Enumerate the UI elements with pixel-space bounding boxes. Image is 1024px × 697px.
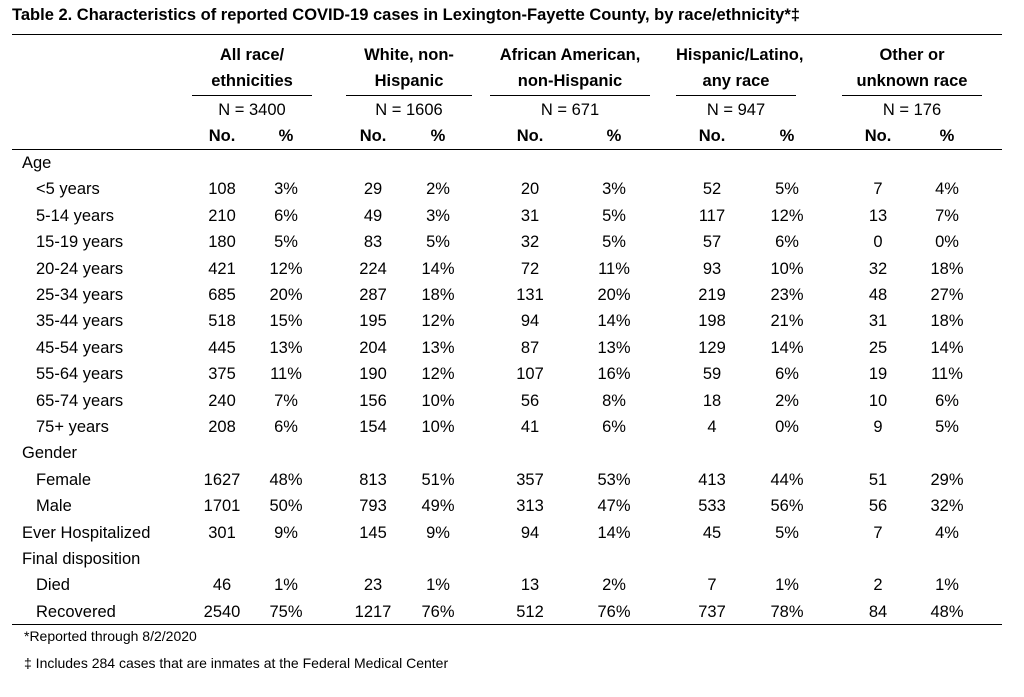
cell-hispanic-no: 93 (702, 259, 722, 278)
cell-other-pct: 48% (930, 602, 964, 621)
cell-hispanic-no: 4 (707, 418, 717, 436)
cell-african-american-no: 56 (520, 391, 540, 410)
cell-other-no: 9 (873, 418, 883, 436)
cell-all-pct: 6% (274, 418, 298, 436)
cell-other-no: 7 (873, 180, 883, 199)
bottom-rule (12, 624, 1002, 625)
cell-all-no: 210 (208, 206, 236, 225)
sub-header-pct-other: % (939, 127, 955, 145)
table-title: Table 2. Characteristics of reported COVID-19 cases in Lexington-Fayette County, by race/ethnicity*‡ (12, 6, 800, 24)
cell-other-pct: 5% (935, 418, 959, 436)
cell-white-pct: 76% (421, 602, 455, 621)
cell-african-american-no: 13 (520, 576, 540, 595)
cell-hispanic-no: 7 (707, 576, 717, 595)
row-label: Died (36, 576, 70, 595)
section-label: Final disposition (22, 550, 141, 568)
cell-african-american-pct: 76% (597, 602, 631, 621)
cell-all-pct: 15% (269, 312, 303, 331)
row-label: Female (36, 470, 92, 489)
group-n-other: N = 176 (882, 101, 942, 119)
cell-african-american-pct: 11% (598, 259, 630, 278)
footnote-inmates: ‡ Includes 284 cases that are inmates at the Federal Medical Center (24, 655, 449, 671)
group-header-line1-hispanic: Hispanic/Latino, (676, 46, 804, 64)
cell-other-no: 10 (868, 391, 888, 410)
cell-all-no: 1627 (203, 470, 241, 489)
cell-all-pct: 20% (269, 286, 303, 304)
cell-african-american-pct: 5% (602, 206, 626, 225)
cell-all-no: 518 (208, 312, 236, 331)
cell-white-no: 224 (359, 259, 387, 278)
cell-white-pct: 49% (421, 497, 455, 516)
cell-white-no: 154 (359, 418, 387, 436)
cell-hispanic-no: 59 (702, 365, 722, 384)
cell-other-pct: 14% (930, 338, 964, 357)
cell-hispanic-pct: 12% (770, 206, 804, 225)
cell-african-american-pct: 3% (602, 180, 626, 199)
cell-african-american-no: 94 (520, 523, 540, 542)
cell-other-pct: 18% (930, 312, 964, 331)
cell-hispanic-no: 533 (698, 497, 726, 516)
cell-hispanic-pct: 21% (770, 312, 804, 331)
cell-hispanic-no: 129 (698, 338, 726, 357)
cell-white-no: 29 (363, 180, 383, 199)
cell-other-no: 51 (868, 470, 888, 489)
sub-header-no-other: No. (864, 127, 892, 145)
cell-african-american-no: 131 (516, 286, 544, 304)
sub-header-no-all: No. (208, 127, 236, 145)
cell-hispanic-pct: 1% (775, 576, 799, 595)
cell-all-no: 1701 (203, 497, 241, 516)
cell-hispanic-pct: 6% (775, 365, 799, 384)
cell-all-no: 375 (208, 365, 236, 384)
section-label: Ever Hospitalized (22, 523, 151, 542)
cell-all-pct: 48% (269, 470, 303, 489)
section-label: Age (22, 154, 52, 172)
cell-hispanic-pct: 14% (770, 338, 804, 357)
cell-hispanic-no: 57 (702, 233, 722, 252)
cell-hispanic-pct: 23% (770, 286, 804, 304)
footnote-reported: *Reported through 8/2/2020 (24, 628, 197, 644)
cell-white-pct: 18% (421, 286, 455, 304)
cell-white-pct: 14% (421, 259, 455, 278)
row-label: 45-54 years (36, 338, 124, 357)
cell-all-no: 240 (208, 391, 236, 410)
row-label: 75+ years (36, 418, 109, 436)
cell-all-pct: 13% (269, 338, 303, 357)
cell-african-american-pct: 14% (597, 312, 631, 331)
cell-other-pct: 4% (935, 523, 959, 542)
cell-white-no: 204 (359, 338, 387, 357)
cell-african-american-no: 94 (520, 312, 540, 331)
cell-all-pct: 9% (274, 523, 298, 542)
row-label: 65-74 years (36, 391, 124, 410)
sub-header-pct-african-american: % (606, 127, 622, 145)
cell-african-american-no: 32 (520, 233, 540, 252)
cell-other-pct: 11% (931, 365, 963, 384)
cell-other-pct: 29% (930, 470, 964, 489)
cell-african-american-pct: 13% (597, 338, 631, 357)
cell-hispanic-no: 117 (698, 206, 726, 225)
cell-african-american-pct: 20% (597, 286, 631, 304)
cell-african-american-pct: 16% (597, 365, 631, 384)
cell-other-no: 32 (868, 259, 888, 278)
group-header-rule-white (346, 95, 472, 96)
cell-white-pct: 13% (421, 338, 455, 357)
sub-header-no-white: No. (359, 127, 387, 145)
row-label: 20-24 years (36, 259, 124, 278)
cell-other-pct: 0% (935, 233, 959, 252)
sub-header-pct-white: % (430, 127, 446, 145)
cell-white-no: 287 (359, 286, 387, 304)
group-header-line1-all: All race/ (219, 46, 285, 64)
group-header-rule-other (842, 95, 982, 96)
row-label: 15-19 years (36, 233, 124, 252)
sub-header-no-hispanic: No. (698, 127, 726, 145)
cell-african-american-no: 20 (520, 180, 540, 199)
cell-all-no: 108 (208, 180, 236, 199)
row-label: 55-64 years (36, 365, 124, 384)
cell-other-no: 48 (868, 286, 888, 304)
group-header-rule-african-american (490, 95, 650, 96)
cell-white-no: 83 (363, 233, 383, 252)
cell-hispanic-no: 18 (702, 391, 722, 410)
group-header-line1-other: Other or (879, 46, 945, 64)
cell-other-pct: 18% (930, 259, 964, 278)
cell-hispanic-no: 219 (698, 286, 726, 304)
row-label: 35-44 years (36, 312, 124, 331)
section-label: Gender (22, 444, 78, 463)
cell-african-american-no: 357 (516, 470, 544, 489)
cell-white-pct: 3% (426, 206, 450, 225)
cell-all-pct: 1% (274, 576, 298, 595)
cell-hispanic-pct: 78% (770, 602, 804, 621)
cell-african-american-no: 41 (520, 418, 540, 436)
cell-hispanic-no: 198 (698, 312, 726, 331)
cell-white-pct: 51% (421, 470, 455, 489)
cell-all-pct: 50% (269, 497, 303, 516)
cell-white-pct: 12% (421, 365, 455, 384)
cell-other-no: 25 (868, 338, 888, 357)
cell-white-no: 23 (363, 576, 383, 595)
cell-hispanic-pct: 6% (775, 233, 799, 252)
cell-hispanic-pct: 2% (775, 391, 799, 410)
group-header-line2-hispanic: any race (702, 72, 770, 90)
cell-other-no: 2 (873, 576, 883, 595)
cell-hispanic-no: 45 (702, 523, 722, 542)
cell-african-american-pct: 5% (602, 233, 626, 252)
cell-all-no: 180 (208, 233, 236, 252)
cell-other-pct: 27% (930, 286, 964, 304)
header-rule (12, 149, 1002, 150)
cell-african-american-no: 107 (516, 365, 544, 384)
cell-hispanic-pct: 5% (775, 523, 799, 542)
cell-white-pct: 2% (426, 180, 450, 199)
cell-white-no: 1217 (354, 602, 392, 621)
cell-all-pct: 12% (269, 259, 303, 278)
group-header-line2-white: Hispanic (374, 72, 444, 90)
cell-white-pct: 5% (426, 233, 450, 252)
cell-all-no: 2540 (203, 602, 241, 621)
cell-all-pct: 6% (274, 206, 298, 225)
row-label: <5 years (36, 180, 100, 199)
cell-white-pct: 12% (421, 312, 455, 331)
cell-other-no: 56 (868, 497, 888, 516)
group-header-line1-african-american: African American, (499, 46, 641, 64)
cell-african-american-pct: 6% (602, 418, 626, 436)
cell-white-pct: 10% (421, 418, 455, 436)
cell-african-american-pct: 53% (597, 470, 631, 489)
cell-african-american-pct: 8% (602, 391, 626, 410)
sub-header-no-african-american: No. (516, 127, 544, 145)
sub-header-pct-hispanic: % (779, 127, 795, 145)
cell-hispanic-pct: 44% (770, 470, 804, 489)
cell-other-no: 84 (868, 602, 888, 621)
row-label: 25-34 years (36, 286, 124, 304)
cell-other-no: 19 (868, 365, 888, 384)
cell-white-pct: 1% (426, 576, 450, 595)
cell-white-no: 49 (363, 206, 383, 225)
group-n-all: N = 3400 (218, 101, 286, 119)
cell-all-pct: 3% (274, 180, 298, 199)
cell-other-no: 31 (868, 312, 888, 331)
top-rule (12, 34, 1002, 35)
cell-other-pct: 32% (930, 497, 964, 516)
cell-all-pct: 5% (274, 233, 298, 252)
cell-other-no: 7 (873, 523, 883, 542)
sub-header-pct-all: % (278, 127, 294, 145)
cell-hispanic-pct: 5% (775, 180, 799, 199)
cell-other-pct: 1% (935, 576, 959, 595)
group-header-rule-all (192, 95, 312, 96)
cell-all-pct: 7% (274, 391, 298, 410)
row-label: Male (36, 497, 72, 516)
cell-african-american-no: 72 (520, 259, 540, 278)
group-n-white: N = 1606 (375, 101, 443, 119)
group-n-african-american: N = 671 (540, 101, 600, 119)
row-label: 5-14 years (36, 206, 114, 225)
cell-all-no: 421 (208, 259, 236, 278)
cell-african-american-no: 87 (520, 338, 540, 357)
cell-hispanic-no: 737 (698, 602, 726, 621)
cell-white-no: 793 (359, 497, 387, 516)
group-header-rule-hispanic (676, 95, 796, 96)
cell-white-no: 813 (359, 470, 387, 489)
cell-all-no: 301 (208, 523, 236, 542)
group-header-line1-white: White, non- (364, 46, 454, 64)
cell-white-no: 190 (359, 365, 387, 384)
cell-other-no: 13 (868, 206, 888, 225)
cell-african-american-pct: 47% (597, 497, 631, 516)
row-label: Recovered (36, 602, 116, 621)
cell-all-no: 445 (208, 338, 236, 357)
cell-hispanic-pct: 56% (770, 497, 804, 516)
cell-all-no: 46 (212, 576, 232, 595)
cell-hispanic-no: 413 (698, 470, 726, 489)
cell-white-no: 195 (359, 312, 387, 331)
group-header-line2-all: ethnicities (211, 72, 293, 90)
cell-all-no: 685 (208, 286, 236, 304)
cell-white-pct: 10% (421, 391, 455, 410)
cell-other-no: 0 (873, 233, 883, 252)
cell-all-no: 208 (208, 418, 236, 436)
cell-hispanic-no: 52 (702, 180, 722, 199)
group-header-line2-african-american: non-Hispanic (517, 72, 623, 90)
cell-white-no: 145 (359, 523, 387, 542)
cell-african-american-pct: 14% (597, 523, 631, 542)
group-n-hispanic: N = 947 (706, 101, 766, 119)
cell-hispanic-pct: 0% (775, 418, 799, 436)
cell-african-american-pct: 2% (602, 576, 626, 595)
cell-white-no: 156 (359, 391, 387, 410)
cell-african-american-no: 512 (516, 602, 544, 621)
cell-white-pct: 9% (426, 523, 450, 542)
cell-african-american-no: 31 (520, 206, 540, 225)
group-header-line2-other: unknown race (856, 72, 968, 90)
cell-all-pct: 75% (269, 602, 303, 621)
cell-african-american-no: 313 (516, 497, 544, 516)
cell-other-pct: 6% (935, 391, 959, 410)
cell-all-pct: 11% (270, 365, 302, 384)
cell-other-pct: 7% (935, 206, 959, 225)
cell-hispanic-pct: 10% (770, 259, 804, 278)
cell-other-pct: 4% (935, 180, 959, 199)
